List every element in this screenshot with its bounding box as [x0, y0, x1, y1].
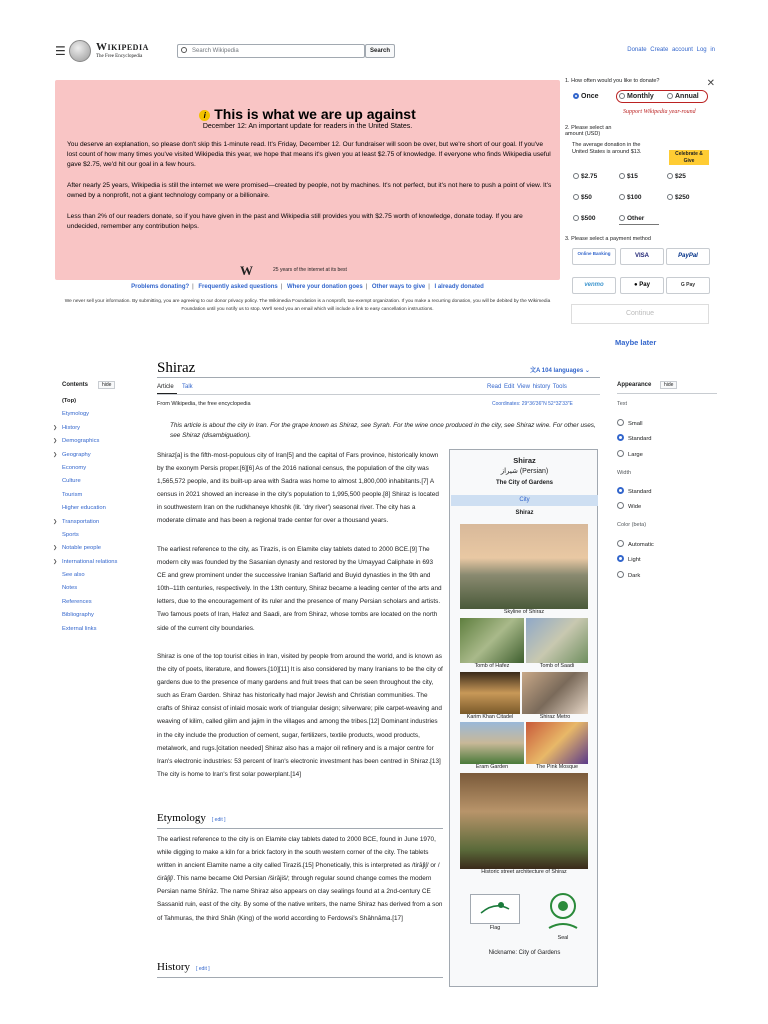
edit-link[interactable]: [ edit ] — [196, 966, 210, 972]
toc-item[interactable] — [52, 599, 152, 612]
fundraising-banner — [55, 80, 560, 280]
donation-goes-link[interactable]: Where your donation goes — [286, 284, 363, 290]
radio-selected-icon — [573, 93, 579, 99]
chevron-right-icon[interactable]: ❯ — [53, 545, 58, 552]
toc-item[interactable] — [52, 398, 152, 411]
toc-item-label: Demographics — [62, 438, 100, 445]
tab-article[interactable]: Article — [157, 384, 174, 390]
toc-heading: Contents — [62, 382, 88, 388]
active-tab-indicator — [157, 393, 177, 394]
toc-item-label: Higher education — [62, 505, 106, 512]
flag-image[interactable] — [470, 894, 520, 924]
pink-mosque-photo[interactable] — [526, 722, 588, 764]
languages-button[interactable] — [530, 365, 590, 374]
toc-item[interactable] — [52, 411, 152, 424]
logo-tagline: The Free Encyclopedia — [96, 54, 143, 59]
amount-label: $25 — [675, 173, 686, 180]
amount-label: Other — [627, 215, 645, 222]
option-label: Standard — [628, 436, 652, 442]
chevron-right-icon[interactable]: ❯ — [53, 558, 58, 565]
lead-paragraph: The earliest reference to the city, as Tirazis, is on Elamite clay tablets dated to 2000 BCE.[9] The modern city was founded by the Sasanian dynasty and restored by the Umayyad Caliphate in 693 CE and grew prominent under the successive Iranian Saffarid and Buyid dynasties in the 9th and 10th–11th centuries, respectively. In the 13th century, Shiraz became a leading center of the arts and letters, due to the encouragement of its ruler and the presence of many Persian scholars and artists. Two famous poets of Iran, Hafez and Saadi, are from Shiraz, whose tombs are located on the north side of the current city boundaries. — [157, 546, 442, 632]
infobox — [449, 449, 598, 987]
toc-hide-button[interactable]: hide — [98, 381, 115, 389]
languages-label: 104 languages — [541, 368, 584, 374]
edit-link[interactable]: [ edit ] — [211, 817, 226, 823]
hafez-photo[interactable] — [460, 618, 524, 663]
radio-selected-icon — [617, 487, 624, 494]
color-label: Color (beta) — [617, 522, 647, 528]
toc-item-label: History — [62, 424, 81, 431]
site-sub: From Wikipedia, the free encyclopedia — [157, 401, 251, 407]
toc-item-label: Geography — [62, 451, 91, 458]
online-banking-button[interactable]: Online Banking — [572, 248, 616, 265]
search-button[interactable]: Search — [365, 44, 395, 58]
amount-label: $100 — [627, 194, 642, 201]
toc-item[interactable] — [52, 545, 152, 558]
eram-garden-photo[interactable] — [460, 722, 524, 764]
amount-option[interactable] — [573, 173, 597, 180]
banner-paragraph: You deserve an explanation, so please don't skip this 1-minute read. It's Friday, December 12. Our fundraiser will soon be over, but we're short of our goal. If you've lost count of how many times you've visited Wikipedia this year, we hope that means it's given you at least $2.75 of knowledge. If everyone who finds Wikipedia useful gave $2.75, we'd hit our goal in a few hours. — [67, 141, 551, 168]
toc-item-label: References — [62, 598, 92, 605]
maybe-later-link[interactable]: Maybe later — [615, 338, 657, 347]
infobox-nickname: The City of Gardens — [495, 480, 553, 486]
search-icon — [181, 47, 187, 53]
width-standard-option[interactable] — [617, 487, 652, 495]
venmo-button[interactable]: venmo — [572, 277, 616, 294]
banner-links: Problems donating? | Frequently asked questions | Where your donation goes | Other ways to give | I already donated — [131, 284, 484, 290]
infobox-city: Shiraz — [515, 510, 534, 516]
support-note: Support Wikipedia year-round — [623, 109, 696, 115]
etymology-paragraph: The earliest reference to the city is on Elamite clay tablets dated to 2000 BCE, found in June 1970, while digging to make a kiln for a brick factory in the south western corner of the city. The tablets written in ancient Elamite name a city called Tiraziš.[15] Phonetically, this is interpreted as /tirāʃiʃ/ or /ćirāʃiʃ/. This name became Old Persian /širājiš/; through regular sound change comes the modern Persian name Shīrāz. The name Shiraz also appears on clay sealings found at a 2nd-century CE Sassanid ruin, east of the city. By some of the native writers, the name Shiraz has derived from a son of Tahmuras, the third Shāh (King) of the world according to Ferdowsi's Shāhnāma.[17] — [157, 836, 443, 922]
color-dark-option[interactable] — [617, 571, 640, 579]
continue-button[interactable]: Continue — [571, 304, 709, 324]
text-size-label: Text — [617, 401, 628, 407]
banner-legal-text: We never sell your information. By submitting, you are agreeing to our donor privacy policy. The Wikimedia Foundation is a nonprofit, tax-exempt organization. If you make a recurring donation, you will be debited by the Wikimedia Foundation until you notify us to stop. We'll send you an email which will include a link to easy cancellation instructions. — [64, 299, 551, 312]
color-light-option[interactable] — [617, 555, 641, 563]
tab-talk[interactable]: Talk — [182, 384, 193, 390]
option-label: Small — [628, 421, 643, 427]
radio-icon — [667, 194, 673, 200]
banner-paragraph: After nearly 25 years, Wikipedia is still the internet we were promised—created by people, not by machines. It's not perfect, but it's not here to push a point of view. It's owned by a nonprofit, not a giant technology company or a billionaire. — [67, 182, 552, 199]
edit-label: edit — [214, 817, 223, 823]
toc-item-label: Notes — [62, 585, 78, 592]
toc-item[interactable] — [52, 505, 152, 518]
text-large-option[interactable] — [617, 450, 643, 458]
amount-option[interactable] — [667, 194, 689, 201]
toc-item-label: International relations — [62, 558, 118, 565]
photo-caption: Shiraz Metro — [539, 714, 571, 720]
metro-photo[interactable] — [522, 672, 588, 714]
user-links[interactable]: Donate Create account Log in — [627, 47, 715, 53]
radio-icon — [619, 194, 625, 200]
amount-question: 2. Please select an amount (USD) — [565, 125, 612, 137]
faq-link[interactable]: Frequently asked questions — [198, 284, 278, 290]
photo-caption: Eram Garden — [475, 764, 509, 770]
page-title: Shiraz — [157, 360, 196, 376]
toc-item-label: Notable people — [62, 545, 101, 552]
amount-other-option[interactable] — [619, 215, 644, 222]
radio-icon — [667, 173, 673, 179]
amount-option[interactable] — [573, 215, 595, 222]
wikipedia-25-logo: W — [240, 263, 253, 278]
logo-wordmark[interactable]: Wikipedia — [96, 41, 149, 53]
photo-caption: The Pink Mosque — [536, 764, 578, 770]
divider — [157, 394, 600, 395]
amount-option[interactable] — [667, 173, 686, 180]
coordinates-link[interactable]: Coordinates: 29°36′36″N 52°32′33″E — [492, 401, 573, 407]
option-label: Wide — [628, 504, 642, 510]
appearance-hide-button[interactable]: hide — [660, 381, 677, 389]
amount-option[interactable] — [619, 194, 641, 201]
toc-item[interactable] — [52, 559, 152, 572]
menu-icon[interactable]: ☰ — [55, 44, 66, 58]
divider — [157, 977, 443, 978]
apple-icon: ● — [634, 282, 638, 288]
close-icon[interactable]: ✕ — [706, 78, 715, 89]
photo-caption: Tomb of Hafez — [474, 663, 510, 669]
flag-emblem-icon — [471, 895, 519, 923]
other-amount-underline — [619, 224, 659, 225]
card-button[interactable]: VISA — [620, 248, 664, 265]
photo-caption: Karim Khan Citadel — [466, 714, 514, 720]
toc-item[interactable] — [52, 438, 152, 451]
frequency-question: 1. How often would you like to donate? — [565, 78, 660, 84]
amount-label: $500 — [581, 215, 596, 222]
divider — [157, 828, 443, 829]
toc-item[interactable] — [52, 519, 152, 532]
radio-icon — [573, 173, 579, 179]
banner-title-text: This is what we are up against — [214, 106, 416, 122]
toc-item-label: External links — [62, 625, 97, 632]
chevron-down-icon: ⌄ — [584, 368, 590, 374]
historic-street-photo[interactable] — [460, 773, 588, 869]
freq-label: Monthly — [627, 93, 654, 100]
other-ways-link[interactable]: Other ways to give — [371, 284, 426, 290]
toc-item[interactable] — [52, 465, 152, 478]
toc-item-label: Sports — [62, 531, 79, 538]
appearance-heading: Appearance — [617, 382, 652, 388]
section-heading-etymology — [157, 812, 226, 824]
toc-item[interactable] — [52, 612, 152, 625]
apple-pay-button[interactable] — [620, 277, 664, 294]
toc-item-label: See also — [62, 572, 85, 579]
radio-icon — [617, 540, 624, 547]
celebrate-give-badge: Celebrate & Give — [669, 150, 709, 165]
text-small-option[interactable] — [617, 419, 643, 427]
toc-item-label: Bibliography — [62, 612, 94, 619]
radio-icon — [573, 194, 579, 200]
text-standard-option[interactable] — [617, 434, 652, 442]
chevron-right-icon[interactable]: ❯ — [53, 438, 58, 445]
radio-icon — [619, 173, 625, 179]
average-note: The average donation in the United States is around $13. — [572, 142, 642, 155]
citadel-photo[interactable] — [460, 672, 520, 714]
seal-emblem-icon — [545, 890, 581, 935]
google-pay-button[interactable]: G Pay — [666, 277, 710, 294]
radio-icon — [619, 215, 625, 221]
heading-text: Etymology — [157, 812, 206, 824]
banner-paragraph: Less than 2% of our readers donate, so if you have given in the past and Wikipedia still provides you with $2.75 worth of knowledge, donate today. If you are undecided, remember any contribution helps. — [67, 213, 523, 230]
freq-label: Annual — [675, 93, 699, 100]
width-label: Width — [617, 470, 632, 476]
seal-caption: Seal — [557, 935, 569, 941]
banner-title — [55, 106, 560, 122]
photo-caption: Tomb of Saadi — [539, 663, 575, 669]
toc-item[interactable] — [52, 425, 152, 438]
skyline-photo[interactable] — [460, 524, 588, 609]
divider — [617, 393, 717, 394]
toc-item[interactable] — [52, 532, 152, 545]
banner-subtitle: December 12: An important update for readers in the United States. — [202, 123, 413, 130]
translate-icon: 文A — [530, 368, 541, 374]
toc-item-label: Culture — [62, 478, 81, 485]
donate-panel — [565, 78, 715, 368]
infobox-type[interactable]: City — [451, 495, 598, 506]
wikipedia-globe-icon[interactable] — [69, 40, 91, 62]
freq-label: Once — [581, 93, 599, 100]
toc-item-label: Etymology — [62, 411, 90, 418]
toc-item[interactable] — [52, 585, 152, 598]
toc-item-label: (Top) — [62, 398, 77, 404]
width-wide-option[interactable] — [617, 502, 641, 510]
chevron-right-icon[interactable]: ❯ — [53, 424, 58, 431]
flag-caption: Flag — [489, 925, 501, 931]
radio-selected-icon — [617, 555, 624, 562]
site-header — [55, 40, 715, 62]
chevron-right-icon[interactable]: ❯ — [53, 451, 58, 458]
view-tabs[interactable]: Read Edit View history Tools — [487, 384, 567, 390]
toc-item[interactable] — [52, 452, 152, 465]
toc-item[interactable] — [52, 572, 152, 585]
option-label: Large — [628, 452, 643, 458]
infobox-title: Shiraz — [513, 456, 536, 465]
lead-paragraph: Shiraz[a] is the fifth-most-populous city of Iran[5] and the capital of Fars province, historically known by the exonym Persis proper.[6][6] As of the 2016 national census, the population of the city was 1,565,572 people, and its built-up area with Sadra was home to almost 1,800,000 inhabitants.[7] A census in 2021 showed an increase in the city's population to 1,995,500 people.[8] Shiraz is located in southwestern Iran on the rudkhaneye khoshk (lit. 'dry river') seasonal river. The city has a moderate climate and has been a regional trade center for over a thousand years. — [157, 452, 439, 525]
paypal-button[interactable]: PayPal — [666, 248, 710, 265]
option-label: Light — [628, 557, 641, 563]
already-donated-link[interactable]: I already donated — [434, 284, 484, 290]
radio-icon — [617, 502, 624, 509]
seal-image[interactable] — [545, 890, 581, 935]
toc-item[interactable] — [52, 492, 152, 505]
annotation-circle — [616, 90, 708, 103]
toc-item-label: Tourism — [62, 491, 83, 498]
radio-icon — [573, 215, 579, 221]
amount-option[interactable] — [573, 194, 592, 201]
photo-caption: Historic street architecture of Shiraz — [481, 869, 567, 875]
toc-item[interactable] — [52, 478, 152, 491]
payment-question: 3. Please select a payment method — [565, 236, 651, 242]
radio-icon — [617, 450, 624, 457]
option-label: Dark — [628, 573, 641, 579]
hatnote: This article is about the city in Iran. For the grape known as Shiraz, see Syrah. For the wine once produced in the city, see Shiraz wine. For other uses, see Shiraz (disambiguation). — [170, 422, 596, 439]
amount-label: $250 — [675, 194, 690, 201]
problems-donating-link[interactable]: Problems donating? — [131, 284, 190, 290]
photo-caption: Skyline of Shiraz — [503, 609, 545, 615]
amount-label: $2.75 — [581, 173, 598, 180]
chevron-right-icon[interactable]: ❯ — [53, 518, 58, 525]
radio-selected-icon — [617, 434, 624, 441]
section-heading-history — [157, 961, 210, 973]
search-input[interactable]: Search Wikipedia — [177, 44, 365, 58]
freq-once[interactable] — [573, 93, 599, 100]
radio-icon — [617, 419, 624, 426]
option-label: Standard — [628, 489, 652, 495]
option-label: Automatic — [628, 542, 654, 548]
amount-option[interactable] — [619, 173, 638, 180]
color-automatic-option[interactable] — [617, 540, 654, 548]
infobox-nickname-row: Nickname: City of Gardens — [488, 950, 561, 956]
divider — [157, 377, 600, 378]
infobox-native-name: شیراز (Persian) — [500, 468, 549, 475]
amount-label: $15 — [627, 173, 638, 180]
heading-text: History — [157, 961, 190, 973]
table-of-contents — [52, 398, 152, 639]
amount-label: $50 — [581, 194, 592, 201]
info-icon: i — [199, 110, 210, 121]
radio-icon — [617, 571, 624, 578]
edit-label: edit — [198, 966, 207, 972]
apple-pay-label: Pay — [639, 282, 650, 288]
saadi-photo[interactable] — [526, 618, 588, 663]
toc-item-label: Transportation — [62, 518, 100, 525]
toc-item[interactable] — [52, 626, 152, 639]
anniversary-tagline: 25 years of the internet at its best — [273, 267, 347, 273]
toc-item-label: Economy — [62, 464, 87, 471]
lead-paragraph: Shiraz is one of the top tourist cities in Iran, visited by people from around the world, and is known as the city of poets, literature, and flowers.[10][11] It is also considered by many Iranians to be the city of gardens due to the presence of many gardens and fruit trees that can be seen throughout the city, such as Eram Garden. Shiraz has historically had major Jewish and Christian communities. The crafts of Shiraz consist of inlaid mosaic work of triangular design; silverware; pile carpet-weaving and weaving of kilim, called gilim and jajim in the villages and among the tribes.[12] Dominant industries in the city include the production of cement, sugar, fertilizers, textile products, wood products, metalwork, and rugs.[citation needed] Shiraz also has a major oil refinery and is a major centre for Iran's electronic industries: 53 percent of Iran's electronic investment has been centred in Shiraz.[13] The city is home to Iran's first solar powerplant.[14] — [157, 653, 443, 778]
